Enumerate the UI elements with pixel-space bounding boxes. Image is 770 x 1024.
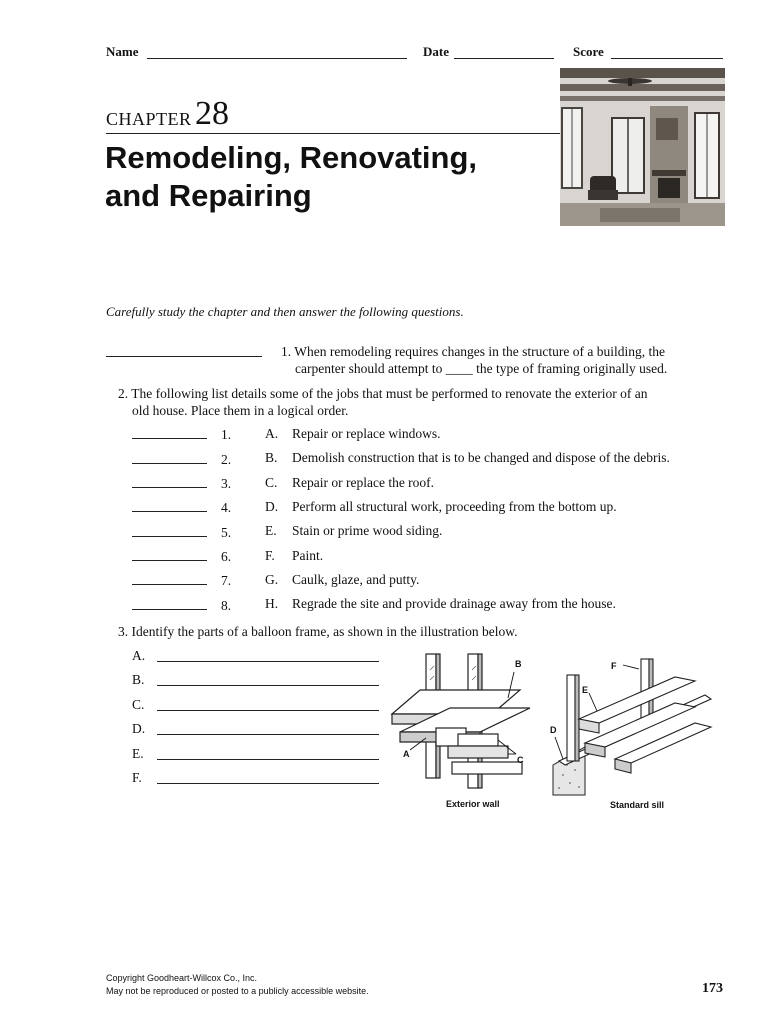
q3-letter: D. <box>132 721 146 736</box>
q2-job-text: Stain or prime wood siding. <box>292 523 443 538</box>
chapter-title-line2: and Repairing <box>105 178 312 213</box>
q3-answer-blank[interactable] <box>157 661 379 662</box>
figure-label-d: D <box>550 725 557 735</box>
q2-order-number: 2. <box>221 452 232 467</box>
q2-job-letter: F. <box>265 548 275 563</box>
instructions: Carefully study the chapter and then answer the following questions. <box>106 304 464 319</box>
q2-order-blank[interactable] <box>132 487 207 488</box>
date-label: Date <box>423 44 449 59</box>
q3-answer-blank[interactable] <box>157 685 379 686</box>
q2-job-letter: C. <box>265 475 278 490</box>
q2-line1: 2. The following list details some of the jobs that must be performed to renovate the exterior of an <box>118 386 648 401</box>
q2-job-letter: H. <box>265 596 279 611</box>
figure-label-e: E <box>582 685 589 695</box>
q2-job-text: Repair or replace the roof. <box>292 475 435 490</box>
chapter-rule <box>106 133 560 134</box>
caption-standard-sill: Standard sill <box>610 800 665 810</box>
chapter-number: 28 <box>195 95 229 132</box>
q2-job-text: Paint. <box>292 548 324 563</box>
name-label: Name <box>106 44 139 59</box>
q3-answer-blank[interactable] <box>157 783 379 784</box>
standard-sill-figure <box>545 655 715 800</box>
date-field <box>423 44 449 60</box>
figure-label-a: A <box>403 749 410 759</box>
date-blank[interactable] <box>454 58 554 59</box>
q2-order-blank[interactable] <box>132 536 207 537</box>
score-label: Score <box>573 44 604 59</box>
q2-order-number: 8. <box>221 598 232 613</box>
q3-answer-blank[interactable] <box>157 734 379 735</box>
q3-line1: 3. Identify the parts of a balloon frame, as shown in the illustration below. <box>118 624 518 639</box>
name-blank[interactable] <box>147 58 407 59</box>
q2-job-text: Regrade the site and provide drainage away from the house. <box>292 596 616 611</box>
q3-answer-blank[interactable] <box>157 710 379 711</box>
q2-line2: old house. Place them in a logical order. <box>132 403 349 418</box>
q2-job-letter: A. <box>265 426 279 441</box>
q3-letter: A. <box>132 648 146 663</box>
q2-job-letter: D. <box>265 499 279 514</box>
q1-line2: carpenter should attempt to ____ the type of framing originally used. <box>295 361 668 376</box>
q2-order-number: 5. <box>221 525 232 540</box>
q2-job-text: Repair or replace windows. <box>292 426 441 441</box>
q2-order-blank[interactable] <box>132 560 207 561</box>
q3-letter: C. <box>132 697 145 712</box>
q2-order-blank[interactable] <box>132 609 207 610</box>
q2-job-letter: B. <box>265 450 278 465</box>
chapter-photo <box>560 68 725 226</box>
q2-job-text: Demolish construction that is to be changed and dispose of the debris. <box>292 450 670 465</box>
score-blank[interactable] <box>611 58 723 59</box>
q1-line1: 1. When remodeling requires changes in the structure of a building, the <box>281 344 666 359</box>
score-field <box>573 44 604 60</box>
q2-job-letter: E. <box>265 523 277 538</box>
q2-order-number: 4. <box>221 500 232 515</box>
q2-job-text: Perform all structural work, proceeding from the bottom up. <box>292 499 617 514</box>
q2-order-blank[interactable] <box>132 584 207 585</box>
q3-letter: B. <box>132 672 145 687</box>
name-field <box>106 44 139 60</box>
q2-job-letter: G. <box>265 572 279 587</box>
q3-letter: E. <box>132 746 144 761</box>
q2-job-text: Caulk, glaze, and putty. <box>292 572 420 587</box>
q2-order-number: 6. <box>221 549 232 564</box>
exterior-wall-figure <box>390 650 540 800</box>
caption-exterior-wall: Exterior wall <box>446 799 500 809</box>
figure-label-b: B <box>515 659 522 669</box>
q3-letter: F. <box>132 770 142 785</box>
q1-answer-blank[interactable] <box>106 356 262 357</box>
figure-label-f: F <box>611 661 617 671</box>
q2-order-blank[interactable] <box>132 438 207 439</box>
copyright-line1: Copyright Goodheart-Willcox Co., Inc. <box>106 973 258 983</box>
q2-order-number: 3. <box>221 476 232 491</box>
chapter-word: CHAPTER <box>106 109 192 129</box>
q2-order-number: 7. <box>221 573 232 588</box>
q3-answer-blank[interactable] <box>157 759 379 760</box>
q2-order-blank[interactable] <box>132 511 207 512</box>
figure-label-c: C <box>517 755 524 765</box>
copyright-line2: May not be reproduced or posted to a publicly accessible website. <box>106 986 369 996</box>
q2-order-number: 1. <box>221 427 232 442</box>
chapter-title-line1: Remodeling, Renovating, <box>105 140 478 175</box>
page-number: 173 <box>702 981 723 996</box>
q2-order-blank[interactable] <box>132 463 207 464</box>
